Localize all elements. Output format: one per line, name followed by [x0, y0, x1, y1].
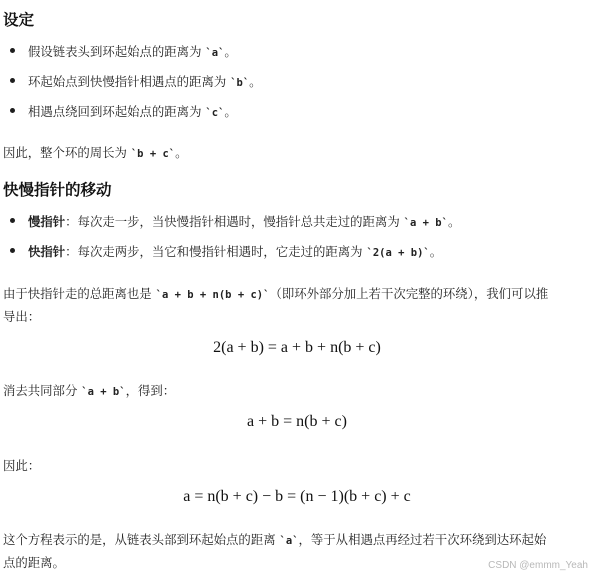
list-item-text: ：每次走一步，当快慢指针相遇时，慢指针总共走过的距离为 [65, 214, 404, 229]
paragraph-cancel: 消去共同部分 `a + b`，得到： [3, 383, 176, 398]
inline-code: `a + b + n(b + c)` [155, 289, 270, 301]
inline-code: `c` [205, 107, 225, 119]
bullet-dot [10, 108, 15, 113]
list-item-strong: 快指针 [28, 244, 66, 259]
paragraph-derivation-cont: 导出： [3, 309, 41, 324]
bullet-dot [10, 48, 15, 53]
watermark: CSDN @emmm_Yeah [488, 560, 588, 571]
inline-code: `a` [279, 535, 299, 547]
inline-code: `b` [230, 77, 250, 89]
paragraph-final: 这个方程表示的是，从链表头部到环起始点的距离 `a`，等于从相遇点再经过若干次环绕到达环起始 [3, 532, 547, 547]
inline-code: `a + b` [403, 217, 448, 229]
bullet-dot [10, 248, 15, 253]
paragraph-therefore: 因此： [3, 458, 41, 473]
equation-2: a + b = n(b + c) [247, 413, 347, 430]
bullet-dot [10, 78, 15, 83]
list-item-text: ：每次走两步，当它和慢指针相遇时，它走过的距离为 [65, 244, 367, 259]
paragraph-conclusion: 因此，整个环的周长为 `b + c`。 [3, 145, 188, 160]
inline-code: `a` [205, 47, 225, 59]
paragraph-derivation: 由于快指针走的总距离也是 `a + b + n(b + c)`（即环外部分加上若干次完整的环绕），我们可以推 [3, 286, 549, 301]
inline-code: `a + b` [81, 386, 126, 398]
list-item-text: 相遇点绕回到环起始点的距离为 [28, 104, 206, 119]
list-item-strong: 慢指针 [28, 214, 66, 229]
list-item-text: 。 [249, 74, 262, 89]
inline-code: `b + c` [130, 148, 176, 160]
section-title-setup: 设定 [3, 11, 35, 29]
list-item-text: 。 [224, 44, 237, 59]
bullet-dot [10, 218, 15, 223]
list-item-text: 。 [224, 104, 237, 119]
equation-3: a = n(b + c) − b = (n − 1)(b + c) + c [183, 488, 411, 505]
equation-1: 2(a + b) = a + b + n(b + c) [213, 339, 381, 356]
section-title-move: 快慢指针的移动 [3, 181, 112, 199]
list-item-text: 假设链表头到环起始点的距离为 [28, 44, 206, 59]
list-item-text: 环起始点到快慢指针相遇点的距离为 [28, 74, 231, 89]
paragraph-final-cont: 点的距离。 [3, 555, 65, 570]
article-body: 设定 假设链表头到环起始点的距离为 `a`。 环起始点到快慢指针相遇点的距离为 `b`。 相遇点绕回到环起始点的距离为 `c`。 因此，整个环的周长为 `b + c`。 快慢指针的移动 慢指针：每次走一步，当快慢指针相遇时，慢指针总共走过的距离为 `a + b`。 快指针：每次走两步，当它和慢指针相遇时，它走过的距离为 `2(a + b)`。 由于快指针走的总距离也是 `a + b + n(b + c)`（即环外部分加上若干次完整的环绕），我们可以推 导出： 2(a + b) = a + b + n(b + c) 消去共同部分 `a + b`，得到： a + b = n(b + c) 因此： a = n(b + c) − b = (n − 1)(b + c) + c 这个方程表示的是，从链表头部到环起始点的距离 `a`，等于从相遇点再经过若干次环绕到达环起始 点的距离。 CSDN @emmm_Yeah [0, 0, 594, 577]
inline-code: `2(a + b)` [366, 247, 430, 259]
